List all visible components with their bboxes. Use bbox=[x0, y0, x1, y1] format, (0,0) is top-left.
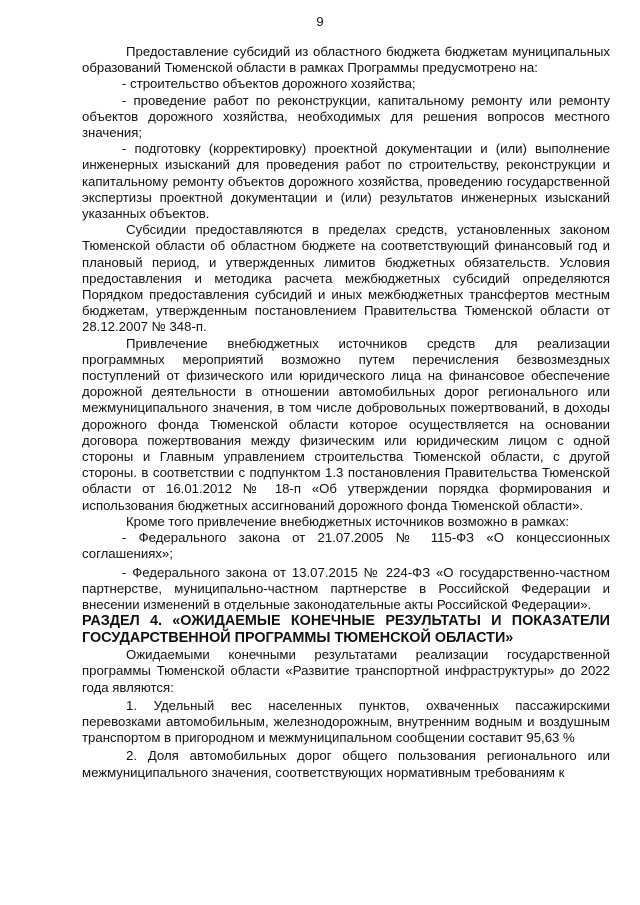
list-item: - Федерального закона от 21.07.2005 № 115-ФЗ «О концессионных соглашениях»; bbox=[82, 530, 610, 562]
paragraph: Субсидии предоставляются в пределах средств, установленных законом Тюменской области об областном бюджете на соответствующий финансовый год и плановый период, и утвержденных лимитов бюджетных обязательств. Условия предоставления и методика расчета межбюджетных субсидий определяются Порядком предоставления субсидий и иных межбюджетных трансфертов местным бюджетам, утвержденным постановлением Правительства Тюменской области от 28.12.2007 № 348-п. bbox=[82, 222, 610, 335]
paragraph: Привлечение внебюджетных источников средств для реализации программных мероприятий возможно путем перечисления безвозмездных поступлений от физического или юридического лица на финансовое обеспечение дорожной деятельности в отношении автомобильных дорог регионального или межмуниципального значения, в том числе добровольных пожертвований, в доходы дорожного фонда Тюменской области которое осуществляется на основании договора пожертвования между физическим или юридическим лицом с одной стороны и Главным управлением строительства Тюменской области, с другой стороны. в соответствии с подпунктом 1.3 постановления Правительства Тюменской области от 16.01.2012 № 18-п «Об утверждении порядка формирования и использования бюджетных ассигнований дорожного фонда Тюменской области». bbox=[82, 335, 610, 513]
document-body bbox=[82, 44, 610, 781]
section-heading: РАЗДЕЛ 4. «ОЖИДАЕМЫЕ КОНЕЧНЫЕ РЕЗУЛЬТАТЫ И ПОКАЗАТЕЛИ ГОСУДАРСТВЕННОЙ ПРОГРАММЫ ТЮМЕНСКОЙ ОБЛАСТИ» bbox=[82, 613, 610, 647]
page-number: 9 bbox=[316, 14, 324, 29]
list-item: 2. Доля автомобильных дорог общего пользования регионального или межмуниципального значения, соответствующих нормативным требованиям к bbox=[82, 748, 610, 780]
list-item: - Федерального закона от 13.07.2015 № 224-ФЗ «О государственно-частном партнерстве, муниципально-частном партнерстве в Российской Федерации и внесении изменений в отдельные законодательные акты Российской Федерации». bbox=[82, 564, 610, 612]
list-item: - подготовку (корректировку) проектной документации и (или) выполнение инженерных изысканий для проведения работ по строительству, реконструкции и капитальному ремонту объектов дорожного хозяйства, проведению государственной экспертизы проектной документации и (или) результатов инженерных изысканий указанных объектов. bbox=[82, 141, 610, 222]
list-item: - строительство объектов дорожного хозяйства; bbox=[122, 76, 416, 92]
paragraph: Ожидаемыми конечными результатами реализации государственной программы Тюменской области «Развитие транспортной инфраструктуры» до 2022 года являются: bbox=[82, 647, 610, 695]
list-item: - проведение работ по реконструкции, капитальному ремонту или ремонту объектов дорожного хозяйства, необходимых для решения вопросов местного значения; bbox=[82, 92, 610, 141]
paragraph: Предоставление субсидий из областного бюджета бюджетам муниципальных образований Тюменской области в рамках Программы предусмотрено на: bbox=[82, 44, 610, 76]
paragraph: Кроме того привлечение внебюджетных источников возможно в рамках: bbox=[126, 513, 570, 529]
list-item: 1. Удельный вес населенных пунктов, охваченных пассажирскими перевозками автомобильным, железнодорожным, внутренним водным и воздушным транспортом в пригородном и межмуниципальном сообщении составит 95,63 % bbox=[82, 697, 610, 746]
